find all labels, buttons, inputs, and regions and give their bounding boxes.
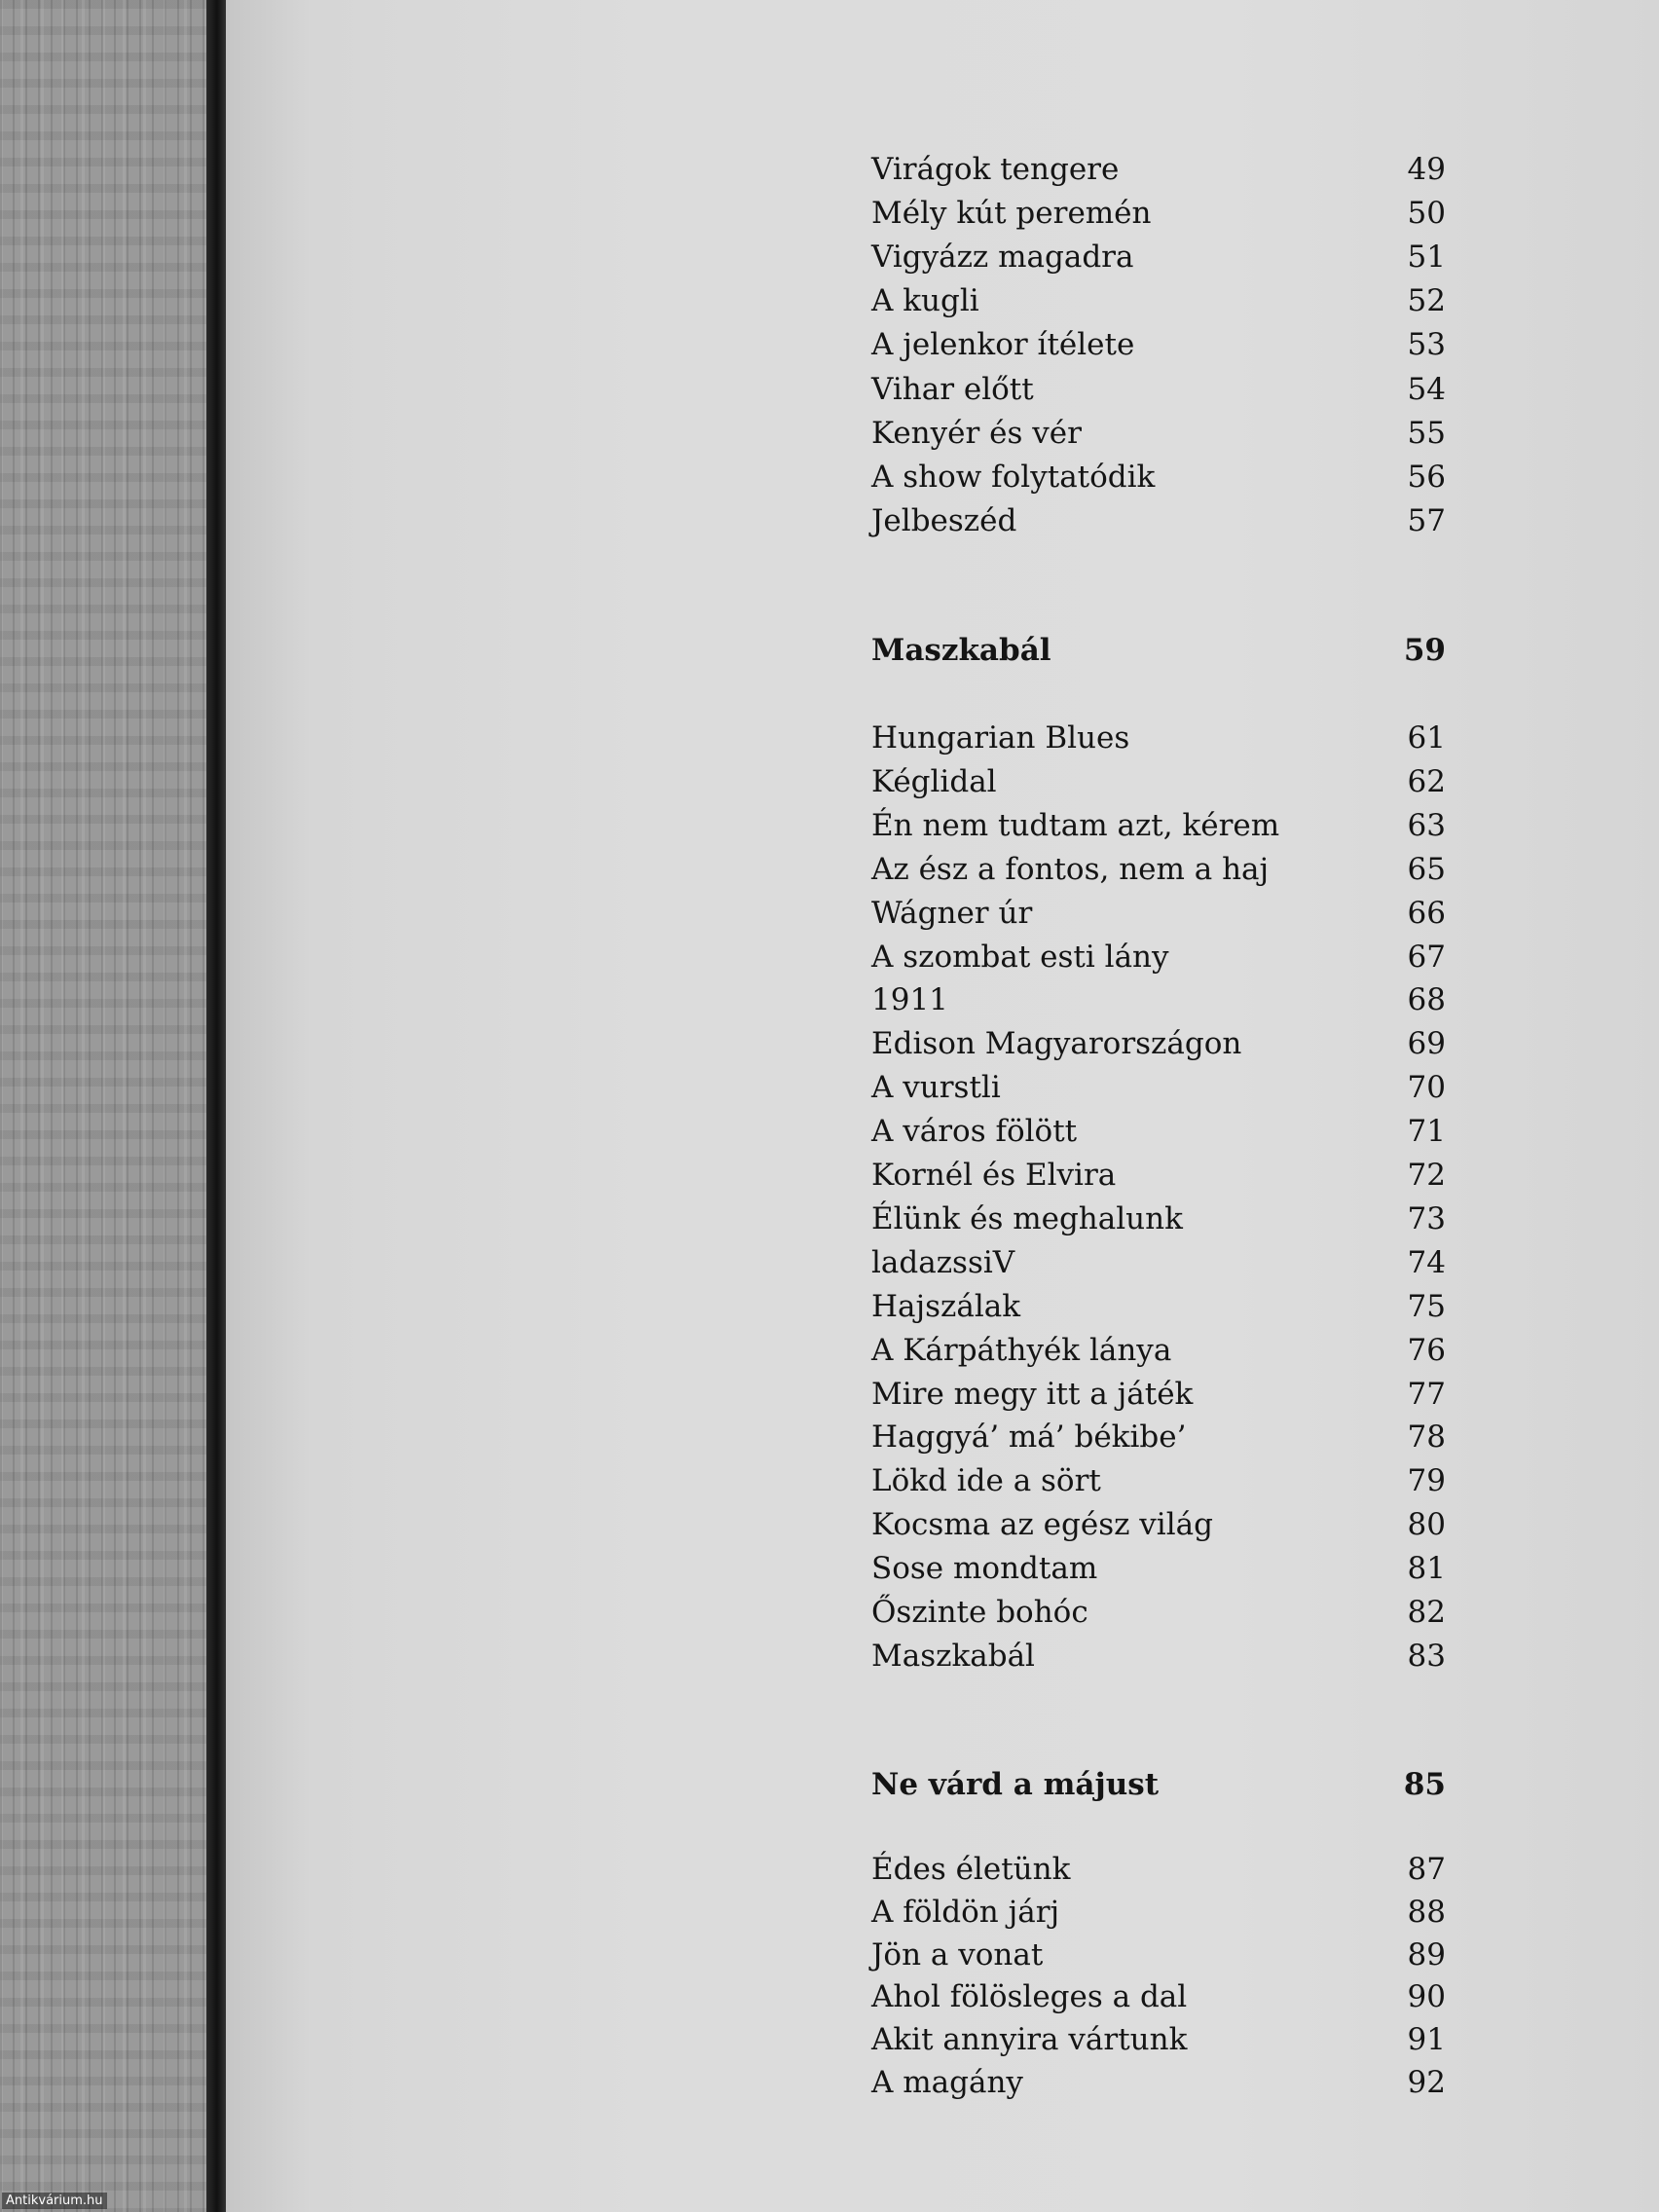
toc-entry-page: 62 — [1407, 763, 1446, 799]
toc-entry — [871, 894, 1446, 933]
toc-entry — [871, 1418, 1446, 1456]
toc-entry — [871, 458, 1446, 497]
toc-entry-title: A jelenkor ítélete — [871, 327, 1135, 363]
toc-entry-title: A kugli — [871, 283, 979, 319]
toc-entry-page: 57 — [1407, 502, 1446, 538]
wooden-background — [0, 0, 212, 2212]
toc-entry-page: 61 — [1407, 720, 1446, 756]
toc-entry — [871, 1199, 1446, 1238]
toc-entry-title: Hajszálak — [871, 1288, 1021, 1324]
toc-entry-title: Maszkabál — [871, 1638, 1035, 1674]
toc-entry-page: 90 — [1407, 1979, 1446, 2015]
toc-entry-page: 66 — [1407, 895, 1446, 931]
toc-entry-page: 49 — [1407, 152, 1446, 187]
toc-entry-title: A magány — [871, 2065, 1023, 2100]
toc-entry — [871, 1068, 1446, 1107]
toc-entry-title: Mire megy itt a játék — [871, 1376, 1194, 1412]
toc-entry-page: 50 — [1407, 196, 1446, 232]
toc-entry-page: 65 — [1407, 851, 1446, 887]
toc-entry-title: Élünk és meghalunk — [871, 1200, 1183, 1236]
section-title: Ne várd a májust — [871, 1767, 1160, 1802]
toc-entry-page: 76 — [1407, 1332, 1446, 1368]
toc-entry-page: 73 — [1407, 1200, 1446, 1236]
toc-entry — [871, 850, 1446, 889]
toc-entry — [871, 1287, 1446, 1326]
toc-section-heading — [871, 631, 1446, 670]
toc-entry-title: Akit annyira vártunk — [871, 2022, 1188, 2058]
toc-entry-title: Lökd ide a sört — [871, 1463, 1101, 1499]
toc-entry-title: A show folytatódik — [871, 459, 1156, 495]
toc-entry-page: 80 — [1407, 1507, 1446, 1543]
toc-entry-page: 88 — [1407, 1894, 1446, 1930]
toc-entry — [871, 1375, 1446, 1414]
toc-entry-title: A vurstli — [871, 1070, 1001, 1106]
toc-entry — [871, 1505, 1446, 1544]
toc-entry-title: Kéglidal — [871, 763, 997, 799]
toc-entry — [871, 2020, 1446, 2059]
toc-entry-page: 72 — [1407, 1158, 1446, 1193]
toc-entry-title: Virágok tengere — [871, 152, 1120, 187]
toc-entry-page: 68 — [1407, 982, 1446, 1018]
toc-entry-page: 69 — [1407, 1026, 1446, 1062]
toc-entry-title: Ahol fölösleges a dal — [871, 1979, 1188, 2015]
toc-entry — [871, 762, 1446, 801]
toc-entry — [871, 325, 1446, 364]
toc-entry — [871, 150, 1446, 189]
toc-entry-page: 77 — [1407, 1376, 1446, 1412]
toc-entry-title: A város fölött — [871, 1114, 1078, 1150]
toc-entry — [871, 238, 1446, 276]
toc-entry — [871, 2063, 1446, 2102]
book-spine-edge — [206, 0, 226, 2212]
toc-entry-page: 78 — [1407, 1419, 1446, 1456]
toc-entry — [871, 1593, 1446, 1632]
toc-entry-page: 91 — [1407, 2022, 1446, 2058]
toc-section-heading — [871, 1765, 1446, 1804]
toc-entry — [871, 1850, 1446, 1889]
toc-entry-page: 89 — [1407, 1936, 1446, 1972]
toc-entry — [871, 1461, 1446, 1500]
toc-entry-title: Őszinte bohóc — [871, 1595, 1088, 1630]
toc-entry-page: 55 — [1407, 415, 1446, 451]
toc-entry — [871, 1243, 1446, 1282]
toc-entry-title: Hungarian Blues — [871, 720, 1130, 756]
toc-entry — [871, 1549, 1446, 1588]
toc-entry-title: Kenyér és vér — [871, 415, 1082, 451]
toc-entry-title: Jön a vonat — [871, 1936, 1044, 1972]
toc-entry — [871, 938, 1446, 977]
toc-entry-page: 82 — [1407, 1595, 1446, 1630]
toc-entry — [871, 1331, 1446, 1370]
section-page: 85 — [1403, 1767, 1446, 1802]
toc-entry-title: A szombat esti lány — [871, 939, 1169, 975]
toc-entry-page: 54 — [1407, 371, 1446, 407]
toc-entry — [871, 806, 1446, 845]
toc-entry-page: 81 — [1407, 1551, 1446, 1587]
toc-entry-page: 63 — [1407, 807, 1446, 843]
toc-entry-title: 1911 — [871, 982, 948, 1018]
toc-entry — [871, 719, 1446, 757]
toc-entry-title: Édes életünk — [871, 1852, 1071, 1887]
toc-entry-page: 75 — [1407, 1288, 1446, 1324]
toc-entry — [871, 1024, 1446, 1063]
toc-entry-page: 56 — [1407, 459, 1446, 495]
toc-entry-page: 53 — [1407, 327, 1446, 363]
toc-entry — [871, 1156, 1446, 1195]
section-page: 59 — [1403, 633, 1446, 668]
toc-entry-page: 79 — [1407, 1463, 1446, 1499]
toc-entry-page: 52 — [1407, 283, 1446, 319]
toc-entry-title: ladazssiV — [871, 1244, 1015, 1280]
toc-entry-title: Edison Magyarországon — [871, 1026, 1242, 1062]
watermark: Antikvárium.hu — [2, 2193, 107, 2209]
toc-entry-page: 87 — [1407, 1852, 1446, 1887]
toc-entry-title: Kornél és Elvira — [871, 1158, 1117, 1193]
toc-entry — [871, 501, 1446, 540]
toc-entry-title: Kocsma az egész világ — [871, 1507, 1213, 1543]
toc-entry — [871, 414, 1446, 453]
toc-entry-title: A földön járj — [871, 1894, 1060, 1930]
toc-entry — [871, 281, 1446, 320]
toc-entry-title: Haggyá’ má’ békibe’ — [871, 1419, 1187, 1456]
toc-entry-page: 74 — [1407, 1244, 1446, 1280]
toc-entry-title: Vihar előtt — [871, 371, 1034, 407]
toc-entry — [871, 1977, 1446, 2016]
toc-entry — [871, 370, 1446, 409]
section-title: Maszkabál — [871, 633, 1051, 668]
toc-entry-title: Wágner úr — [871, 895, 1033, 931]
toc-entry-title: Sose mondtam — [871, 1551, 1098, 1587]
toc-entry — [871, 194, 1446, 233]
toc-entry-title: Mély kút peremén — [871, 196, 1152, 232]
toc-entry-page: 51 — [1407, 240, 1446, 276]
toc-entry-title: Vigyázz magadra — [871, 240, 1134, 276]
toc-entry — [871, 1637, 1446, 1676]
toc-entry-page: 67 — [1407, 939, 1446, 975]
toc-entry — [871, 1893, 1446, 1932]
toc-entry-title: Jelbeszéd — [871, 502, 1017, 538]
toc-entry-page: 92 — [1407, 2065, 1446, 2100]
toc-entry — [871, 1936, 1446, 1974]
toc-entry-title: Az ész a fontos, nem a haj — [871, 851, 1270, 887]
toc-entry — [871, 980, 1446, 1019]
toc-entry-title: Én nem tudtam azt, kérem — [871, 807, 1280, 843]
toc-entry-page: 83 — [1407, 1638, 1446, 1674]
toc-entry — [871, 1112, 1446, 1151]
toc-entry-page: 71 — [1407, 1114, 1446, 1150]
toc-entry-page: 70 — [1407, 1070, 1446, 1106]
toc-entry-title: A Kárpáthyék lánya — [871, 1332, 1172, 1368]
